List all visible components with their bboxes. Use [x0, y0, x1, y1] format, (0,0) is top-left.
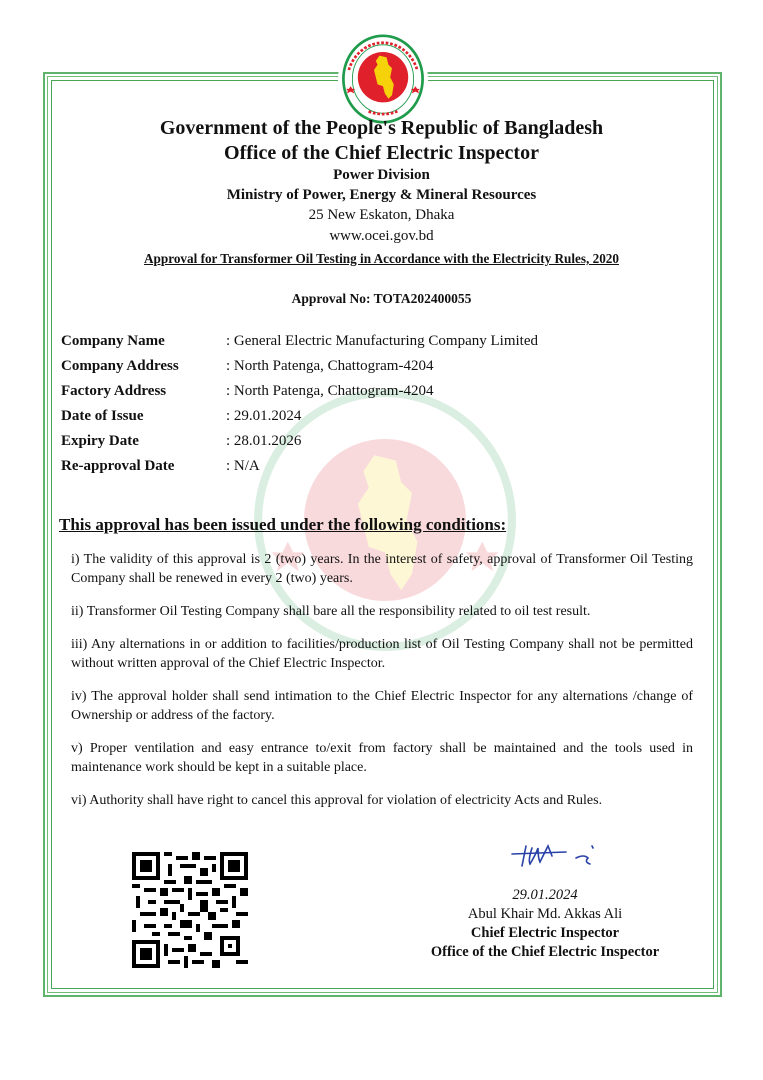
detail-label: Factory Address: [61, 383, 167, 399]
detail-label: Company Address: [61, 358, 179, 374]
detail-row: [61, 458, 538, 483]
conditions-title: This approval has been issued under the following conditions:: [59, 515, 507, 534]
detail-value: : General Electric Manufacturing Company Limited: [226, 333, 538, 349]
detail-value: : North Patenga, Chattogram-4204: [226, 383, 434, 399]
condition-item: ii) Transformer Oil Testing Company shall bare all the responsibility related to oil test result.: [71, 604, 591, 619]
detail-label: Company Name: [61, 333, 165, 349]
qr-code-icon[interactable]: [132, 852, 248, 968]
signature-icon: [508, 840, 598, 870]
detail-row: [61, 358, 538, 383]
header-website: www.ocei.gov.bd: [329, 228, 434, 244]
condition-item: i) The validity of this approval is 2 (two) years. In the interest of safety, approval of Transformer Oil Testing Company shall be renewed in every 2 (two) years.: [71, 552, 693, 586]
signatory-name: Abul Khair Md. Akkas Ali: [467, 906, 623, 922]
detail-value: : North Patenga, Chattogram-4204: [226, 358, 434, 374]
detail-value: : 29.01.2024: [226, 408, 302, 424]
document-subject: Approval for Transformer Oil Testing in Accordance with the Electricity Rules, 2020: [144, 251, 619, 266]
bangladesh-emblem-icon: [338, 34, 428, 124]
detail-label: Date of Issue: [61, 408, 144, 424]
header-address: 25 New Eskaton, Dhaka: [308, 207, 455, 223]
signature-block: [400, 886, 690, 962]
detail-row: [61, 383, 538, 408]
header-government: Government of the People's Republic of Bangladesh: [159, 117, 604, 139]
signatory-office: Office of the Chief Electric Inspector: [430, 944, 660, 960]
condition-item: v) Proper ventilation and easy entrance to/exit from factory shall be maintained and the tools used in maintenance work should be kept in a suitable place.: [71, 741, 693, 775]
details-table: [61, 333, 538, 483]
condition-item: vi) Authority shall have right to cancel this approval for violation of electricity Acts and Rules.: [71, 793, 603, 808]
detail-label: Re-approval Date: [61, 458, 175, 474]
condition-item: iii) Any alternations in or addition to facilities/production list of Oil Testing Company shall not be permitted without written approval of the Chief Electric Inspector.: [71, 637, 693, 671]
detail-label: Expiry Date: [61, 433, 139, 449]
detail-value: : 28.01.2026: [226, 433, 302, 449]
header-office: Office of the Chief Electric Inspector: [224, 142, 539, 164]
detail-value: : N/A: [226, 458, 260, 474]
detail-row: [61, 408, 538, 433]
detail-row: [61, 433, 538, 458]
detail-row: [61, 333, 538, 358]
header-ministry: Ministry of Power, Energy & Mineral Resources: [226, 187, 537, 203]
header-division: Power Division: [333, 167, 430, 183]
conditions-list: [71, 550, 693, 824]
approval-number: Approval No: TOTA202400055: [291, 291, 472, 306]
signatory-title: Chief Electric Inspector: [470, 925, 620, 941]
condition-item: iv) The approval holder shall send intimation to the Chief Electric Inspector for any alternations /change of Ownership or address of the factory.: [71, 689, 693, 723]
signature-date: 29.01.2024: [512, 887, 578, 903]
